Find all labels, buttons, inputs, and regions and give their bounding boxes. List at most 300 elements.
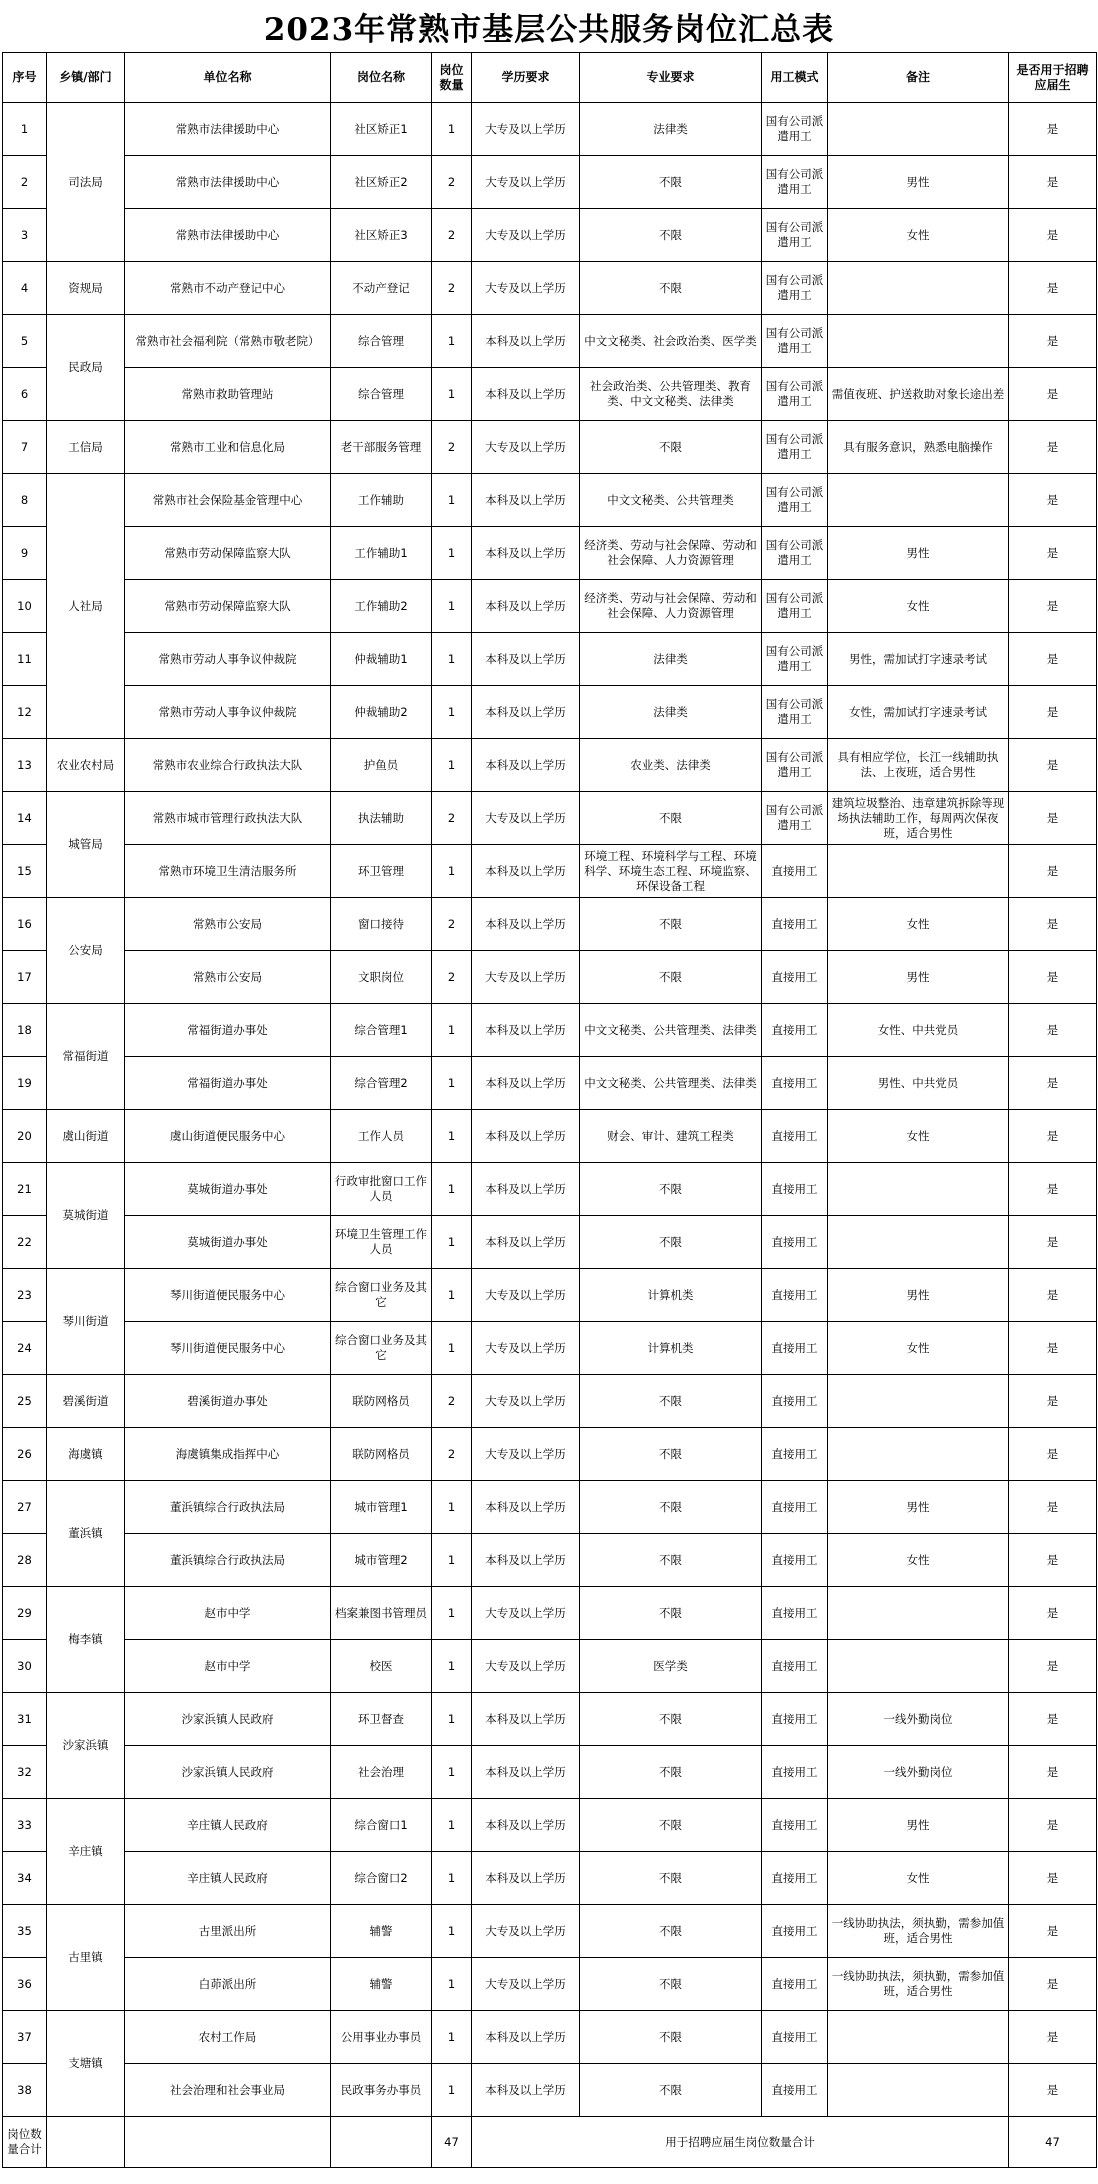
post-name-cell: 工作辅助 bbox=[331, 474, 432, 527]
department-cell: 常福街道 bbox=[47, 1004, 125, 1110]
employment-mode-cell: 国有公司派遣用工 bbox=[762, 368, 828, 421]
post-name-cell: 综合管理 bbox=[331, 368, 432, 421]
note-cell: 女性 bbox=[828, 1110, 1009, 1163]
employment-mode-cell: 直接用工 bbox=[762, 1322, 828, 1375]
post-name-cell: 城市管理1 bbox=[331, 1481, 432, 1534]
table-row bbox=[3, 845, 1097, 898]
education-cell: 本科及以上学历 bbox=[472, 1110, 580, 1163]
post-count-cell: 1 bbox=[432, 1905, 472, 1958]
post-count-cell: 2 bbox=[432, 421, 472, 474]
row-number: 27 bbox=[3, 1481, 47, 1534]
row-number: 17 bbox=[3, 951, 47, 1004]
graduate-flag-cell: 是 bbox=[1009, 792, 1097, 845]
note-cell bbox=[828, 2064, 1009, 2117]
column-header: 序号 bbox=[3, 53, 47, 103]
note-cell: 一线协助执法，须执勤，需参加值班，适合男性 bbox=[828, 1958, 1009, 2011]
department-cell: 资规局 bbox=[47, 262, 125, 315]
note-cell: 一线外勤岗位 bbox=[828, 1693, 1009, 1746]
post-count-cell: 2 bbox=[432, 951, 472, 1004]
post-count-cell: 1 bbox=[432, 1587, 472, 1640]
row-number: 22 bbox=[3, 1216, 47, 1269]
post-name-cell: 综合管理 bbox=[331, 315, 432, 368]
post-count-cell: 2 bbox=[432, 1428, 472, 1481]
major-cell: 财会、审计、建筑工程类 bbox=[580, 1110, 762, 1163]
graduate-total-count: 47 bbox=[1009, 2117, 1097, 2168]
table-row bbox=[3, 368, 1097, 421]
note-cell: 男性 bbox=[828, 1269, 1009, 1322]
post-count-cell: 1 bbox=[432, 1163, 472, 1216]
education-cell: 大专及以上学历 bbox=[472, 1269, 580, 1322]
major-cell: 不限 bbox=[580, 1534, 762, 1587]
graduate-flag-cell: 是 bbox=[1009, 1110, 1097, 1163]
table-row bbox=[3, 209, 1097, 262]
post-name-cell: 辅警 bbox=[331, 1958, 432, 2011]
department-cell: 虞山街道 bbox=[47, 1110, 125, 1163]
employment-mode-cell: 直接用工 bbox=[762, 2064, 828, 2117]
department-cell: 公安局 bbox=[47, 898, 125, 1004]
education-cell: 大专及以上学历 bbox=[472, 1375, 580, 1428]
column-header: 岗位名称 bbox=[331, 53, 432, 103]
employment-mode-cell: 国有公司派遣用工 bbox=[762, 315, 828, 368]
row-number: 3 bbox=[3, 209, 47, 262]
graduate-flag-cell: 是 bbox=[1009, 527, 1097, 580]
post-count-cell: 2 bbox=[432, 209, 472, 262]
post-count-cell: 1 bbox=[432, 368, 472, 421]
row-number: 1 bbox=[3, 103, 47, 156]
department-cell: 董浜镇 bbox=[47, 1481, 125, 1587]
major-cell: 社会政治类、公共管理类、教育类、中文文秘类、法律类 bbox=[580, 368, 762, 421]
table-row bbox=[3, 1216, 1097, 1269]
column-header: 学历要求 bbox=[472, 53, 580, 103]
row-number: 14 bbox=[3, 792, 47, 845]
major-cell: 不限 bbox=[580, 1216, 762, 1269]
post-name-cell: 综合窗口1 bbox=[331, 1799, 432, 1852]
post-count-cell: 1 bbox=[432, 315, 472, 368]
department-cell: 海虞镇 bbox=[47, 1428, 125, 1481]
unit-name-cell: 莫城街道办事处 bbox=[125, 1216, 331, 1269]
major-cell: 不限 bbox=[580, 2011, 762, 2064]
graduate-flag-cell: 是 bbox=[1009, 686, 1097, 739]
employment-mode-cell: 直接用工 bbox=[762, 1640, 828, 1693]
education-cell: 本科及以上学历 bbox=[472, 580, 580, 633]
department-cell: 莫城街道 bbox=[47, 1163, 125, 1269]
row-number: 7 bbox=[3, 421, 47, 474]
education-cell: 大专及以上学历 bbox=[472, 103, 580, 156]
major-cell: 不限 bbox=[580, 951, 762, 1004]
education-cell: 本科及以上学历 bbox=[472, 1481, 580, 1534]
table-row bbox=[3, 1004, 1097, 1057]
unit-name-cell: 辛庄镇人民政府 bbox=[125, 1852, 331, 1905]
graduate-total-label: 用于招聘应届生岗位数量合计 bbox=[472, 2117, 1009, 2168]
major-cell: 不限 bbox=[580, 156, 762, 209]
note-cell: 男性 bbox=[828, 951, 1009, 1004]
row-number: 36 bbox=[3, 1958, 47, 2011]
department-cell: 梅李镇 bbox=[47, 1587, 125, 1693]
education-cell: 本科及以上学历 bbox=[472, 527, 580, 580]
employment-mode-cell: 直接用工 bbox=[762, 1216, 828, 1269]
table-row bbox=[3, 1534, 1097, 1587]
column-header: 岗位数量 bbox=[432, 53, 472, 103]
education-cell: 本科及以上学历 bbox=[472, 1057, 580, 1110]
post-count-cell: 2 bbox=[432, 262, 472, 315]
table-row bbox=[3, 1958, 1097, 2011]
major-cell: 不限 bbox=[580, 1799, 762, 1852]
row-number: 25 bbox=[3, 1375, 47, 1428]
major-cell: 不限 bbox=[580, 1428, 762, 1481]
table-row bbox=[3, 1693, 1097, 1746]
post-count-cell: 1 bbox=[432, 1693, 472, 1746]
note-cell: 一线协助执法，须执勤，需参加值班，适合男性 bbox=[828, 1905, 1009, 1958]
major-cell: 中文文秘类、公共管理类、法律类 bbox=[580, 1057, 762, 1110]
note-cell: 建筑垃圾整治、违章建筑拆除等现场执法辅助工作，每周两次保夜班，适合男性 bbox=[828, 792, 1009, 845]
post-count-cell: 1 bbox=[432, 474, 472, 527]
education-cell: 大专及以上学历 bbox=[472, 156, 580, 209]
education-cell: 本科及以上学历 bbox=[472, 2011, 580, 2064]
education-cell: 本科及以上学历 bbox=[472, 633, 580, 686]
education-cell: 本科及以上学历 bbox=[472, 1852, 580, 1905]
education-cell: 大专及以上学历 bbox=[472, 209, 580, 262]
graduate-flag-cell: 是 bbox=[1009, 368, 1097, 421]
graduate-flag-cell: 是 bbox=[1009, 1057, 1097, 1110]
employment-mode-cell: 直接用工 bbox=[762, 1693, 828, 1746]
major-cell: 不限 bbox=[580, 421, 762, 474]
major-cell: 不限 bbox=[580, 1905, 762, 1958]
row-number: 31 bbox=[3, 1693, 47, 1746]
post-name-cell: 综合窗口业务及其它 bbox=[331, 1269, 432, 1322]
education-cell: 本科及以上学历 bbox=[472, 1799, 580, 1852]
post-name-cell: 联防网格员 bbox=[331, 1375, 432, 1428]
unit-name-cell: 琴川街道便民服务中心 bbox=[125, 1269, 331, 1322]
major-cell: 不限 bbox=[580, 209, 762, 262]
row-number: 21 bbox=[3, 1163, 47, 1216]
unit-name-cell: 常熟市劳动保障监察大队 bbox=[125, 527, 331, 580]
post-name-cell: 不动产登记 bbox=[331, 262, 432, 315]
employment-mode-cell: 国有公司派遣用工 bbox=[762, 739, 828, 792]
post-name-cell: 文职岗位 bbox=[331, 951, 432, 1004]
education-cell: 大专及以上学历 bbox=[472, 792, 580, 845]
employment-mode-cell: 直接用工 bbox=[762, 898, 828, 951]
post-name-cell: 综合管理2 bbox=[331, 1057, 432, 1110]
note-cell: 女性、中共党员 bbox=[828, 1004, 1009, 1057]
post-count-cell: 1 bbox=[432, 686, 472, 739]
table-row bbox=[3, 1640, 1097, 1693]
position-table bbox=[2, 52, 1097, 2168]
table-row bbox=[3, 739, 1097, 792]
table-row bbox=[3, 1057, 1097, 1110]
post-name-cell: 社区矫正3 bbox=[331, 209, 432, 262]
unit-name-cell: 社会治理和社会事业局 bbox=[125, 2064, 331, 2117]
education-cell: 本科及以上学历 bbox=[472, 1534, 580, 1587]
education-cell: 本科及以上学历 bbox=[472, 1216, 580, 1269]
row-number: 5 bbox=[3, 315, 47, 368]
table-row bbox=[3, 792, 1097, 845]
row-number: 38 bbox=[3, 2064, 47, 2117]
graduate-flag-cell: 是 bbox=[1009, 633, 1097, 686]
graduate-flag-cell: 是 bbox=[1009, 1958, 1097, 2011]
note-cell: 男性 bbox=[828, 1481, 1009, 1534]
column-header: 备注 bbox=[828, 53, 1009, 103]
employment-mode-cell: 国有公司派遣用工 bbox=[762, 580, 828, 633]
post-name-cell: 工作辅助1 bbox=[331, 527, 432, 580]
education-cell: 本科及以上学历 bbox=[472, 1693, 580, 1746]
note-cell: 女性 bbox=[828, 209, 1009, 262]
graduate-flag-cell: 是 bbox=[1009, 1640, 1097, 1693]
graduate-flag-cell: 是 bbox=[1009, 898, 1097, 951]
post-name-cell: 行政审批窗口工作人员 bbox=[331, 1163, 432, 1216]
table-row bbox=[3, 1481, 1097, 1534]
column-header: 单位名称 bbox=[125, 53, 331, 103]
major-cell: 经济类、劳动与社会保障、劳动和社会保障、人力资源管理 bbox=[580, 527, 762, 580]
education-cell: 本科及以上学历 bbox=[472, 2064, 580, 2117]
major-cell: 不限 bbox=[580, 898, 762, 951]
unit-name-cell: 沙家浜镇人民政府 bbox=[125, 1746, 331, 1799]
unit-name-cell: 常熟市社会福利院（常熟市敬老院） bbox=[125, 315, 331, 368]
header-row bbox=[3, 53, 1097, 103]
post-name-cell: 社区矫正2 bbox=[331, 156, 432, 209]
post-name-cell: 仲裁辅助2 bbox=[331, 686, 432, 739]
major-cell: 医学类 bbox=[580, 1640, 762, 1693]
note-cell bbox=[828, 1216, 1009, 1269]
row-number: 35 bbox=[3, 1905, 47, 1958]
major-cell: 不限 bbox=[580, 1481, 762, 1534]
row-number: 20 bbox=[3, 1110, 47, 1163]
unit-name-cell: 海虞镇集成指挥中心 bbox=[125, 1428, 331, 1481]
employment-mode-cell: 直接用工 bbox=[762, 1428, 828, 1481]
post-count-cell: 1 bbox=[432, 1852, 472, 1905]
note-cell: 男性，需加试打字速录考试 bbox=[828, 633, 1009, 686]
major-cell: 不限 bbox=[580, 792, 762, 845]
graduate-flag-cell: 是 bbox=[1009, 1163, 1097, 1216]
note-cell: 男性 bbox=[828, 527, 1009, 580]
note-cell bbox=[828, 2011, 1009, 2064]
row-number: 13 bbox=[3, 739, 47, 792]
post-name-cell: 社区矫正1 bbox=[331, 103, 432, 156]
row-number: 26 bbox=[3, 1428, 47, 1481]
graduate-flag-cell: 是 bbox=[1009, 1216, 1097, 1269]
post-name-cell: 城市管理2 bbox=[331, 1534, 432, 1587]
total-row bbox=[3, 2117, 1097, 2168]
employment-mode-cell: 直接用工 bbox=[762, 1587, 828, 1640]
row-number: 10 bbox=[3, 580, 47, 633]
row-number: 9 bbox=[3, 527, 47, 580]
post-name-cell: 工作人员 bbox=[331, 1110, 432, 1163]
employment-mode-cell: 直接用工 bbox=[762, 1004, 828, 1057]
post-count-cell: 1 bbox=[432, 633, 472, 686]
post-count-cell: 1 bbox=[432, 1640, 472, 1693]
table-row bbox=[3, 1269, 1097, 1322]
note-cell: 女性 bbox=[828, 1852, 1009, 1905]
graduate-flag-cell: 是 bbox=[1009, 845, 1097, 898]
graduate-flag-cell: 是 bbox=[1009, 262, 1097, 315]
note-cell bbox=[828, 474, 1009, 527]
post-name-cell: 工作辅助2 bbox=[331, 580, 432, 633]
post-name-cell: 老干部服务管理 bbox=[331, 421, 432, 474]
table-row bbox=[3, 1746, 1097, 1799]
post-name-cell: 环境卫生管理工作人员 bbox=[331, 1216, 432, 1269]
post-name-cell: 公用事业办事员 bbox=[331, 2011, 432, 2064]
row-number: 23 bbox=[3, 1269, 47, 1322]
post-name-cell: 社会治理 bbox=[331, 1746, 432, 1799]
unit-name-cell: 董浜镇综合行政执法局 bbox=[125, 1481, 331, 1534]
table-row bbox=[3, 2011, 1097, 2064]
graduate-flag-cell: 是 bbox=[1009, 580, 1097, 633]
post-count-cell: 1 bbox=[432, 739, 472, 792]
post-name-cell: 辅警 bbox=[331, 1905, 432, 1958]
department-cell: 城管局 bbox=[47, 792, 125, 898]
row-number: 11 bbox=[3, 633, 47, 686]
column-header: 乡镇/部门 bbox=[47, 53, 125, 103]
column-header: 专业要求 bbox=[580, 53, 762, 103]
unit-name-cell: 常熟市城市管理行政执法大队 bbox=[125, 792, 331, 845]
employment-mode-cell: 国有公司派遣用工 bbox=[762, 262, 828, 315]
major-cell: 法律类 bbox=[580, 103, 762, 156]
note-cell bbox=[828, 1587, 1009, 1640]
education-cell: 本科及以上学历 bbox=[472, 474, 580, 527]
post-count-cell: 2 bbox=[432, 792, 472, 845]
unit-name-cell: 赵市中学 bbox=[125, 1587, 331, 1640]
graduate-flag-cell: 是 bbox=[1009, 1587, 1097, 1640]
employment-mode-cell: 直接用工 bbox=[762, 1375, 828, 1428]
education-cell: 大专及以上学历 bbox=[472, 1322, 580, 1375]
row-number: 2 bbox=[3, 156, 47, 209]
education-cell: 本科及以上学历 bbox=[472, 1746, 580, 1799]
education-cell: 大专及以上学历 bbox=[472, 262, 580, 315]
graduate-flag-cell: 是 bbox=[1009, 951, 1097, 1004]
employment-mode-cell: 国有公司派遣用工 bbox=[762, 103, 828, 156]
education-cell: 大专及以上学历 bbox=[472, 1640, 580, 1693]
row-number: 8 bbox=[3, 474, 47, 527]
table-row bbox=[3, 1905, 1097, 1958]
table-row bbox=[3, 1163, 1097, 1216]
major-cell: 不限 bbox=[580, 1746, 762, 1799]
post-name-cell: 民政事务办事员 bbox=[331, 2064, 432, 2117]
unit-name-cell: 常熟市劳动人事争议仲裁院 bbox=[125, 633, 331, 686]
education-cell: 本科及以上学历 bbox=[472, 1163, 580, 1216]
post-name-cell: 仲裁辅助1 bbox=[331, 633, 432, 686]
graduate-flag-cell: 是 bbox=[1009, 1428, 1097, 1481]
employment-mode-cell: 直接用工 bbox=[762, 1163, 828, 1216]
column-header: 是否用于招聘应届生 bbox=[1009, 53, 1097, 103]
note-cell: 女性 bbox=[828, 1534, 1009, 1587]
graduate-flag-cell: 是 bbox=[1009, 156, 1097, 209]
post-count-cell: 1 bbox=[432, 1057, 472, 1110]
note-cell: 需值夜班、护送救助对象长途出差 bbox=[828, 368, 1009, 421]
education-cell: 大专及以上学历 bbox=[472, 1905, 580, 1958]
unit-name-cell: 碧溪街道办事处 bbox=[125, 1375, 331, 1428]
employment-mode-cell: 直接用工 bbox=[762, 1799, 828, 1852]
graduate-flag-cell: 是 bbox=[1009, 315, 1097, 368]
department-cell: 人社局 bbox=[47, 474, 125, 739]
education-cell: 本科及以上学历 bbox=[472, 686, 580, 739]
row-number: 18 bbox=[3, 1004, 47, 1057]
post-count-cell: 1 bbox=[432, 1004, 472, 1057]
department-cell: 琴川街道 bbox=[47, 1269, 125, 1375]
unit-name-cell: 常福街道办事处 bbox=[125, 1004, 331, 1057]
education-cell: 大专及以上学历 bbox=[472, 1958, 580, 2011]
row-number: 24 bbox=[3, 1322, 47, 1375]
unit-name-cell: 常熟市公安局 bbox=[125, 898, 331, 951]
department-cell: 碧溪街道 bbox=[47, 1375, 125, 1428]
row-number: 12 bbox=[3, 686, 47, 739]
employment-mode-cell: 直接用工 bbox=[762, 1958, 828, 2011]
post-count-cell: 1 bbox=[432, 2011, 472, 2064]
table-row bbox=[3, 527, 1097, 580]
empty-cell bbox=[125, 2117, 331, 2168]
employment-mode-cell: 直接用工 bbox=[762, 1905, 828, 1958]
graduate-flag-cell: 是 bbox=[1009, 1534, 1097, 1587]
employment-mode-cell: 国有公司派遣用工 bbox=[762, 474, 828, 527]
department-cell: 司法局 bbox=[47, 103, 125, 262]
graduate-flag-cell: 是 bbox=[1009, 474, 1097, 527]
table-row bbox=[3, 421, 1097, 474]
education-cell: 大专及以上学历 bbox=[472, 951, 580, 1004]
total-label: 岗位数量合计 bbox=[3, 2117, 47, 2168]
graduate-flag-cell: 是 bbox=[1009, 103, 1097, 156]
empty-cell bbox=[331, 2117, 432, 2168]
post-count-cell: 1 bbox=[432, 527, 472, 580]
note-cell: 女性，需加试打字速录考试 bbox=[828, 686, 1009, 739]
row-number: 4 bbox=[3, 262, 47, 315]
note-cell bbox=[828, 845, 1009, 898]
note-cell: 一线外勤岗位 bbox=[828, 1746, 1009, 1799]
employment-mode-cell: 直接用工 bbox=[762, 1269, 828, 1322]
row-number: 34 bbox=[3, 1852, 47, 1905]
employment-mode-cell: 国有公司派遣用工 bbox=[762, 686, 828, 739]
row-number: 28 bbox=[3, 1534, 47, 1587]
education-cell: 本科及以上学历 bbox=[472, 315, 580, 368]
unit-name-cell: 莫城街道办事处 bbox=[125, 1163, 331, 1216]
graduate-flag-cell: 是 bbox=[1009, 421, 1097, 474]
graduate-flag-cell: 是 bbox=[1009, 1481, 1097, 1534]
major-cell: 中文文秘类、公共管理类、法律类 bbox=[580, 1004, 762, 1057]
note-cell: 女性 bbox=[828, 898, 1009, 951]
note-cell: 具有相应学位，长江一线辅助执法、上夜班，适合男性 bbox=[828, 739, 1009, 792]
sheet-title: 2023年常熟市基层公共服务岗位汇总表 bbox=[263, 11, 835, 48]
unit-name-cell: 常熟市法律援助中心 bbox=[125, 156, 331, 209]
unit-name-cell: 常熟市社会保险基金管理中心 bbox=[125, 474, 331, 527]
graduate-flag-cell: 是 bbox=[1009, 209, 1097, 262]
education-cell: 本科及以上学历 bbox=[472, 368, 580, 421]
table-row bbox=[3, 951, 1097, 1004]
employment-mode-cell: 直接用工 bbox=[762, 1746, 828, 1799]
department-cell: 支塘镇 bbox=[47, 2011, 125, 2117]
note-cell bbox=[828, 1375, 1009, 1428]
post-count-cell: 2 bbox=[432, 898, 472, 951]
post-name-cell: 综合窗口业务及其它 bbox=[331, 1322, 432, 1375]
department-cell: 民政局 bbox=[47, 315, 125, 421]
unit-name-cell: 常熟市环境卫生清洁服务所 bbox=[125, 845, 331, 898]
major-cell: 法律类 bbox=[580, 633, 762, 686]
note-cell: 女性 bbox=[828, 1322, 1009, 1375]
note-cell bbox=[828, 1428, 1009, 1481]
unit-name-cell: 虞山街道便民服务中心 bbox=[125, 1110, 331, 1163]
major-cell: 法律类 bbox=[580, 686, 762, 739]
table-row bbox=[3, 474, 1097, 527]
post-count-cell: 1 bbox=[432, 103, 472, 156]
graduate-flag-cell: 是 bbox=[1009, 739, 1097, 792]
post-count-cell: 1 bbox=[432, 1746, 472, 1799]
post-name-cell: 校医 bbox=[331, 1640, 432, 1693]
note-cell bbox=[828, 103, 1009, 156]
post-count-cell: 1 bbox=[432, 1481, 472, 1534]
table-row bbox=[3, 1428, 1097, 1481]
row-number: 15 bbox=[3, 845, 47, 898]
graduate-flag-cell: 是 bbox=[1009, 2064, 1097, 2117]
row-number: 16 bbox=[3, 898, 47, 951]
table-row bbox=[3, 898, 1097, 951]
unit-name-cell: 辛庄镇人民政府 bbox=[125, 1799, 331, 1852]
table-row bbox=[3, 686, 1097, 739]
